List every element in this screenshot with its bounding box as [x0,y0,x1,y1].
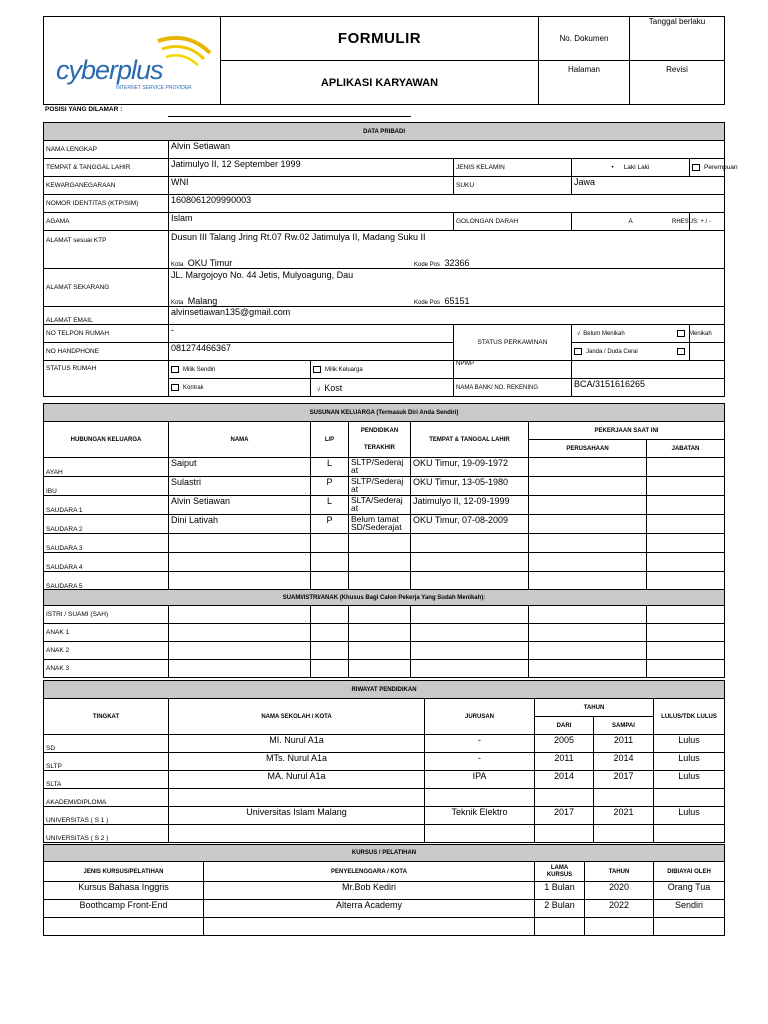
npwp-field[interactable] [572,361,725,379]
lulus-cell[interactable]: Lulus [654,807,725,825]
sampai-cell[interactable]: 2011 [594,735,654,753]
jenis-cell[interactable]: Kursus Bahasa Inggris [44,882,204,900]
form-title: FORMULIR [221,17,539,61]
kursus-rows [44,882,725,936]
pendidikan-table [43,680,725,843]
kost-mark: √ [317,386,321,393]
tingkat-cell: AKADEMI/DIPLOMA [44,789,169,807]
janda-duda-label: Janda / Duda Cerai [586,349,638,356]
alamat-ktp-cell [169,231,725,269]
pendidikan-row [44,825,725,843]
hubungan-cell: SAUDARA 5 [44,572,169,591]
no-dokumen-label: No. Dokumen [539,17,630,61]
sampai-cell[interactable]: 2014 [594,753,654,771]
sekolah-cell[interactable] [169,825,425,843]
suami-hubungan-cell: ANAK 2 [44,642,169,660]
perusahaan-cell[interactable] [529,477,647,496]
lp-header: L/P [311,422,349,458]
pendidikan-cell[interactable]: SLTA/Sederaj at [349,496,411,515]
lulus-cell[interactable]: Lulus [654,753,725,771]
tingkat-cell: UNIVERSITAS ( S 1 ) [44,807,169,825]
pendidikan-row [44,735,725,753]
jabatan-header: JABATAN [647,440,725,458]
kodepos-sekarang-row [414,291,470,307]
dari-cell[interactable] [535,825,594,843]
keluarga-row [44,534,725,553]
tanggal-berlaku-label: Tanggal berlaku [630,17,725,61]
pendidikan-cell[interactable]: Belum tamat SD/Sederajat [349,515,411,534]
nama-header: NAMA [169,422,311,458]
belum-menikah-option[interactable] [572,325,690,343]
checkbox-icon[interactable] [677,348,685,355]
sekolah-header: NAMA SEKOLAH / KOTA [169,699,425,735]
suami-table [43,589,725,678]
ttl-cell[interactable] [411,553,529,572]
suami-data-cell[interactable] [169,624,311,642]
jabatan-cell[interactable] [647,572,725,591]
rhesus-label: RHESUS: + / - [670,213,705,231]
perusahaan-cell[interactable] [529,572,647,591]
suami-data-cell[interactable] [311,624,349,642]
ttl-cell[interactable]: OKU Timur, 07-08-2009 [411,515,529,534]
jurusan-cell[interactable]: - [425,753,535,771]
suami-data-cell[interactable] [529,642,647,660]
pendidikan-cell[interactable] [349,553,411,572]
suami-data-cell[interactable] [169,642,311,660]
suami-data-cell[interactable] [411,660,529,678]
tingkat-cell: UNIVERSITAS ( S 2 ) [44,825,169,843]
hubungan-cell: IBU [44,477,169,496]
hubungan-cell: SAUDARA 3 [44,534,169,553]
suami-row [44,624,725,642]
hubungan-header: HUBUNGAN KELUARGA [44,422,169,458]
suami-data-cell[interactable] [349,624,411,642]
pendidikan-cell[interactable]: SLTP/Sederaj at [349,477,411,496]
suami-data-cell[interactable] [349,642,411,660]
kota-label: Kota [171,300,184,306]
ttl-cell[interactable]: OKU Timur, 19-09-1972 [411,458,529,477]
tahun-header: TAHUN [535,699,654,717]
kota-ktp-field[interactable]: OKU Timur [187,258,233,268]
kewarganegaraan-label: KEWARGANEGARAAN [44,177,169,195]
email-field[interactable]: alvinsetiawan135@gmail.com [169,307,725,325]
penyelenggara-cell[interactable]: Alterra Academy [204,900,535,918]
status-perkawinan-label: STATUS PERKAWINAN [454,325,572,361]
agama-field[interactable]: Islam [169,213,454,231]
suami-data-cell[interactable] [411,624,529,642]
jurusan-cell[interactable]: Teknik Elektro [425,807,535,825]
suami-data-cell[interactable] [311,606,349,624]
biaya-header: DIBIAYAI OLEH [654,862,725,882]
sampai-cell[interactable] [594,789,654,807]
handphone-label: NO HANDPHONE [44,343,169,361]
suami-data-cell[interactable] [529,660,647,678]
jenis-cell[interactable]: Boothcamp Front-End [44,900,204,918]
biaya-cell[interactable] [654,918,725,936]
suami-hubungan-cell: ISTRI / SUAMI (SAH) [44,606,169,624]
checkbox-icon[interactable] [171,366,179,373]
jurusan-cell[interactable]: IPA [425,771,535,789]
jk-laki-option[interactable] [572,159,690,177]
alamat-ktp-field[interactable]: Dusun III Talang Jring Rt.07 Rw.02 Jatimulya II, Madang Suku II [171,232,426,242]
lama-header-1: LAMA [550,864,569,871]
sampai-cell[interactable]: 2021 [594,807,654,825]
sekolah-cell[interactable]: MTs. Nurul A1a [169,753,425,771]
hubungan-cell: AYAH [44,458,169,477]
suami-data-cell[interactable] [311,660,349,678]
jenis-cell[interactable] [44,918,204,936]
lulus-header: LULUS/TDK LULUS [654,699,725,735]
suami-data-cell[interactable] [169,606,311,624]
jk-laki-label: Laki Laki [623,164,650,171]
lulus-cell[interactable]: Lulus [654,771,725,789]
milik-sendiri-option[interactable] [169,361,311,379]
suami-row [44,606,725,624]
bank-label: NAMA BANK/ NO. REKENING [454,379,572,397]
kursus-tahun-cell[interactable] [585,918,654,936]
checkbox-icon[interactable] [313,366,321,373]
kursus-tahun-cell[interactable]: 2020 [585,882,654,900]
suku-field[interactable]: Jawa [572,177,725,195]
biaya-cell[interactable]: Sendiri [654,900,725,918]
jabatan-cell[interactable] [647,553,725,572]
kota-sekarang-row [171,291,217,307]
keluarga-table [43,403,725,591]
lama-cell[interactable]: 2 Bulan [535,900,585,918]
perusahaan-header: PERUSAHAAN [529,440,647,458]
section-kursus: KURSUS / PELATIHAN [44,845,725,862]
alamat-sekarang-field[interactable]: JL. Margojoyo No. 44 Jetis, Mulyoagung, Dau [171,270,354,280]
jk-perempuan-label: Perempuan [704,164,738,172]
alamat-ktp-label: ALAMAT sesuai KTP [44,231,169,269]
suami-data-cell[interactable] [169,660,311,678]
dari-cell[interactable]: 2017 [535,807,594,825]
keluarga-row [44,496,725,515]
janda-duda-option[interactable] [572,343,690,361]
kodepos-ktp-field[interactable]: 32366 [444,258,470,268]
nama-cell[interactable] [169,572,311,591]
suami-data-cell[interactable] [311,642,349,660]
data-pribadi-table [43,122,738,397]
handphone-field[interactable]: 081274466367 [169,343,454,361]
form-subtitle: APLIKASI KARYAWAN [221,61,539,105]
kursus-tahun-cell[interactable]: 2022 [585,900,654,918]
perusahaan-cell[interactable] [529,496,647,515]
kursus-table [43,844,725,936]
email-label: ALAMAT EMAIL [44,307,169,325]
suami-data-cell[interactable] [529,624,647,642]
suami-data-cell[interactable] [349,660,411,678]
lp-cell[interactable]: L [311,458,349,477]
section-suami: SUAMI/ISTRI/ANAK (Khusus Bagi Calon Pekerja Yang Sudah Menikah): [44,590,725,606]
lama-header-2: KURSUS [546,871,573,878]
lama-header [535,862,585,882]
lp-cell[interactable]: P [311,477,349,496]
section-pendidikan: RIWAYAT PENDIDIKAN [44,681,725,699]
kodepos-label: Kode Pos [414,300,441,306]
ttl-field[interactable]: Jatimulyo II, 12 September 1999 [169,159,454,177]
keluarga-rows [44,458,725,591]
suku-label: SUKU [454,177,572,195]
penyelenggara-cell[interactable] [204,918,535,936]
nama-cell[interactable]: Saiput [169,458,311,477]
ttl-cell[interactable]: Jatimulyo II, 12-09-1999 [411,496,529,515]
dari-cell[interactable] [535,789,594,807]
suami-hubungan-cell: ANAK 3 [44,660,169,678]
kontrak-option[interactable] [169,379,311,397]
perusahaan-cell[interactable] [529,534,647,553]
jk-laki-mark: • [611,164,614,171]
lp-cell[interactable] [311,553,349,572]
kontrak-label: Kontrak [183,385,204,392]
posisi-input-line[interactable] [168,115,411,117]
belum-menikah-mark: √ [577,330,581,337]
ttl-label: TEMPAT & TANGGAL LAHIR [44,159,169,177]
jabatan-cell[interactable] [647,477,725,496]
alamat-sekarang-label: ALAMAT SEKARANG [44,269,169,307]
pendidikan-cell[interactable] [349,572,411,591]
suami-data-cell[interactable] [529,606,647,624]
tingkat-cell: SLTP [44,753,169,771]
status-rumah-label: STATUS RUMAH [44,361,169,397]
header-table [43,16,725,105]
hubungan-cell: SAUDARA 4 [44,553,169,572]
kursus-tahun-header: TAHUN [585,862,654,882]
jurusan-header: JURUSAN [425,699,535,735]
penyelenggara-cell[interactable]: Mr.Bob Kediri [204,882,535,900]
jurusan-cell[interactable] [425,789,535,807]
milik-sendiri-label: Milik Sendiri [183,367,216,374]
checkbox-icon[interactable] [692,164,700,171]
golongan-darah-field[interactable]: A [572,213,690,231]
biaya-cell[interactable]: Orang Tua [654,882,725,900]
keluarga-row [44,458,725,477]
bank-field[interactable]: BCA/3151616265 [572,379,725,397]
section-data-pribadi: DATA PRIBADI [44,123,725,141]
checkbox-icon[interactable] [677,330,685,337]
nama-cell[interactable]: Sulastri [169,477,311,496]
agama-label: AGAMA [44,213,169,231]
telp-rumah-field[interactable]: - [169,325,454,343]
telp-rumah-label: NO TELPON RUMAH [44,325,169,343]
lama-cell[interactable] [535,918,585,936]
jabatan-cell[interactable] [647,534,725,553]
golongan-darah-label: GOLONGAN DARAH [454,213,572,231]
suami-data-cell[interactable] [411,642,529,660]
suami-rows [44,606,725,678]
npwp-label: NPWP [454,361,572,379]
kost-label: Kost [324,382,343,393]
sekolah-cell[interactable]: MI. Nurul A1a [169,735,425,753]
jenis-kelamin-label: JENIS KELAMIN [454,159,572,177]
kewarganegaraan-field[interactable]: WNI [169,177,454,195]
kodepos-label: Kode Pos [414,262,441,268]
perusahaan-cell[interactable] [529,458,647,477]
tingkat-header: TINGKAT [44,699,169,735]
kodepos-ktp-row [414,253,470,269]
suami-data-cell[interactable] [647,660,725,678]
ktp-label: NOMOR IDENTITAS (KTP/SIM) [44,195,169,213]
lama-cell[interactable]: 1 Bulan [535,882,585,900]
belum-menikah-label: Belum Menikah [583,330,625,337]
ktp-field[interactable]: 1608061209990003 [169,195,725,213]
penyelenggara-header: PENYELENGGARA / KOTA [204,862,535,882]
lp-cell[interactable] [311,572,349,591]
dari-cell[interactable]: 2014 [535,771,594,789]
jenis-header: JENIS KURSUS/PELATIHAN [44,862,204,882]
lp-cell[interactable] [311,534,349,553]
suami-row [44,660,725,678]
hubungan-cell: SAUDARA 1 [44,496,169,515]
sekolah-cell[interactable]: Universitas Islam Malang [169,807,425,825]
nama-field[interactable]: Alvin Setiawan [169,141,725,159]
alamat-sekarang-cell [169,269,725,307]
milik-keluarga-option[interactable] [311,361,454,379]
suami-data-cell[interactable] [647,642,725,660]
dari-cell[interactable]: 2011 [535,753,594,771]
tingkat-cell: SLTA [44,771,169,789]
jurusan-cell[interactable] [425,825,535,843]
perusahaan-cell[interactable] [529,553,647,572]
ttl-header: TEMPAT & TANGGAL LAHIR [411,422,529,458]
jabatan-cell[interactable] [647,515,725,534]
lulus-cell[interactable] [654,825,725,843]
jurusan-cell[interactable]: - [425,735,535,753]
menikah-label: Menikah [689,331,712,338]
logo-cell [44,17,221,105]
suami-data-cell[interactable] [647,624,725,642]
nama-cell[interactable] [169,553,311,572]
menikah-option[interactable] [675,325,710,343]
suami-data-cell[interactable] [349,606,411,624]
dari-header: DARI [535,717,594,735]
kursus-row [44,882,725,900]
posisi-label: POSISI YANG DILAMAR : [45,106,123,113]
pendidikan-rows [44,735,725,843]
logo-text: cyberplus [56,55,163,85]
pendidikan-row [44,807,725,825]
terakhir-header: TERAKHIR [349,440,411,458]
sampai-cell[interactable]: 2017 [594,771,654,789]
kota-sekarang-field[interactable]: Malang [187,296,218,306]
kost-option[interactable] [311,379,454,397]
checkbox-icon[interactable] [171,384,179,391]
checkbox-icon[interactable] [574,348,582,355]
halaman-label: Halaman [539,61,630,105]
sampai-cell[interactable] [594,825,654,843]
lulus-cell[interactable]: Lulus [654,735,725,753]
keluarga-row [44,515,725,534]
kota-label: Kota [171,262,184,268]
keluarga-row [44,477,725,496]
suami-data-cell[interactable] [647,606,725,624]
pendidikan-cell[interactable]: SLTP/Sederaj at [349,458,411,477]
nama-cell[interactable]: Alvin Setiawan [169,496,311,515]
logo-tagline: INTERNET SERVICE PROVIDER [116,85,192,91]
pendidikan-cell[interactable] [349,534,411,553]
keluarga-row [44,572,725,591]
ttl-cell[interactable] [411,534,529,553]
jk-perempuan-option[interactable] [690,159,738,177]
pendidikan-row [44,789,725,807]
ttl-cell[interactable]: OKU Timur, 13-05-1980 [411,477,529,496]
pendidikan-header: PENDIDIKAN [349,422,411,440]
nama-cell[interactable]: Dini Lativah [169,515,311,534]
suami-row [44,642,725,660]
lp-cell[interactable]: L [311,496,349,515]
nama-cell[interactable] [169,534,311,553]
nama-label: NAMA LENGKAP [44,141,169,159]
perusahaan-cell[interactable] [529,515,647,534]
suami-hubungan-cell: ANAK 1 [44,624,169,642]
pendidikan-row [44,771,725,789]
kursus-row [44,918,725,936]
revisi-label: Revisi [630,61,725,105]
jabatan-cell[interactable] [647,458,725,477]
suami-data-cell[interactable] [411,606,529,624]
hubungan-cell: SAUDARA 2 [44,515,169,534]
ttl-cell[interactable] [411,572,529,591]
dari-cell[interactable]: 2005 [535,735,594,753]
jabatan-cell[interactable] [647,496,725,515]
milik-keluarga-label: Milik Keluarga [325,367,363,374]
kodepos-sekarang-field[interactable]: 65151 [444,296,470,306]
section-keluarga: SUSUNAN KELUARGA (Termasuk Diri Anda Sendiri) [44,404,725,422]
kota-ktp-row [171,253,232,269]
lulus-cell[interactable] [654,789,725,807]
sekolah-cell[interactable] [169,789,425,807]
kursus-row [44,900,725,918]
pekerjaan-header: PEKERJAAN SAAT INI [529,422,725,440]
keluarga-row [44,553,725,572]
pendidikan-row [44,753,725,771]
empty-option[interactable] [675,343,710,361]
tingkat-cell: SD [44,735,169,753]
sekolah-cell[interactable]: MA. Nurul A1a [169,771,425,789]
lp-cell[interactable]: P [311,515,349,534]
sampai-header: SAMPAI [594,717,654,735]
